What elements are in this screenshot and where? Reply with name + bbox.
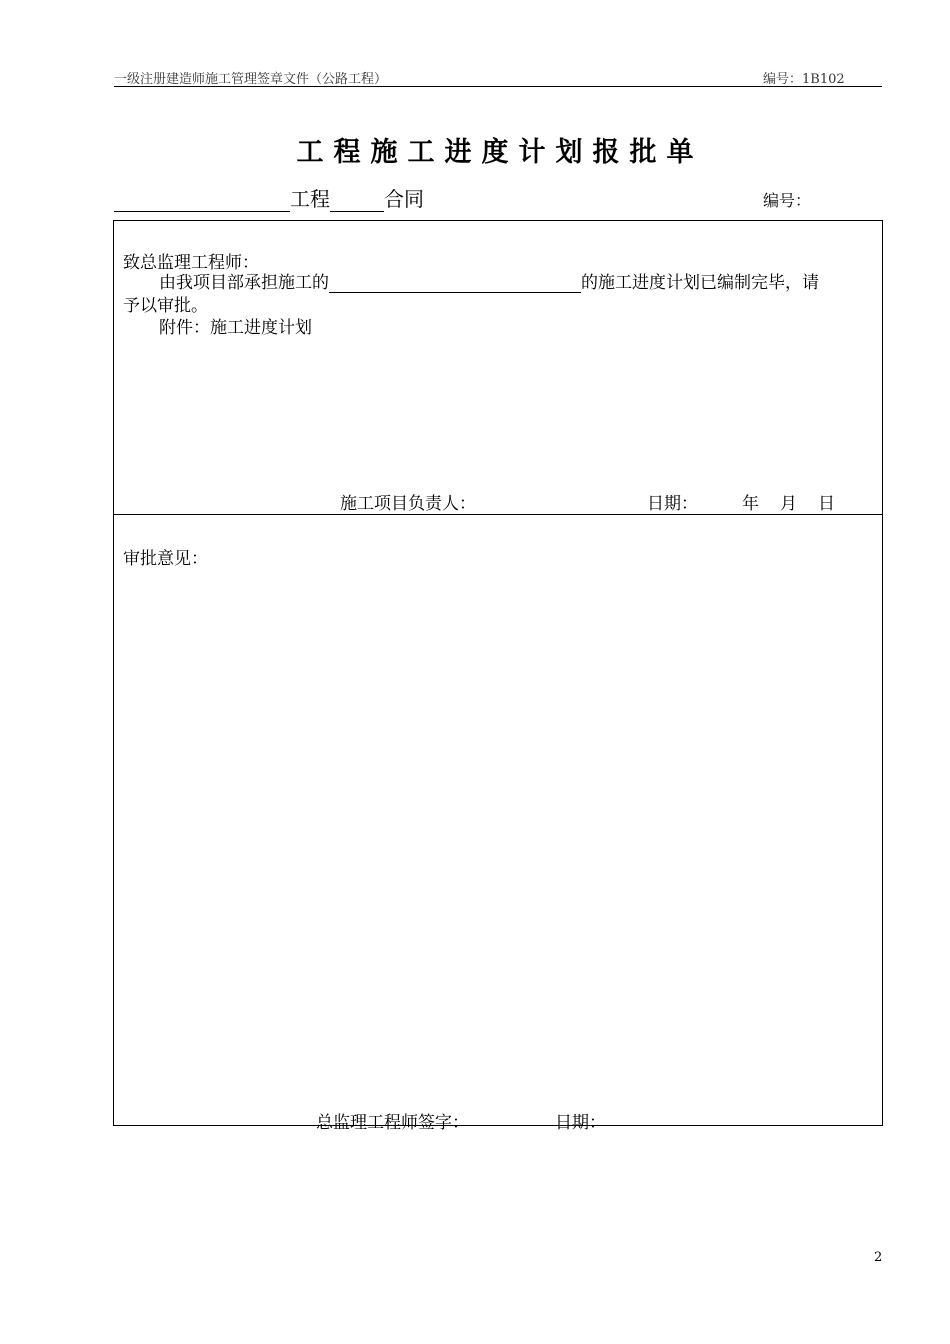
project-name-blank[interactable] <box>114 189 290 212</box>
document-header-title: 一级注册建造师施工管理签章文件（公路工程） <box>114 72 388 87</box>
approval-form-table <box>113 220 883 1133</box>
contractor-signer-label: 施工项目负责人： <box>340 494 476 514</box>
request-body-prefix: 由我项目部承担施工的 <box>159 273 329 293</box>
chief-engineer-date-label: 日期： <box>555 1113 606 1133</box>
contract-name-blank[interactable] <box>330 189 384 212</box>
project-scope-blank[interactable] <box>329 274 581 293</box>
project-suffix-label: 工程 <box>290 187 330 211</box>
header-divider <box>114 86 882 87</box>
project-contract-line <box>114 183 424 211</box>
contractor-date-label: 日期： <box>647 494 698 514</box>
approval-opinion-label: 审批意见： <box>123 549 208 569</box>
addressee-line: 致总监理工程师： <box>123 253 259 273</box>
section-divider <box>114 514 882 515</box>
page-number: 2 <box>874 1250 883 1265</box>
contractor-date-units: 年 月 日 <box>742 494 837 514</box>
chief-engineer-signer-label: 总监理工程师签字： <box>316 1113 469 1133</box>
request-body-line <box>159 268 819 293</box>
document-header-number: 编号：1B102 <box>763 72 845 87</box>
page-title: 工程施工进度计划报批单 <box>296 137 704 168</box>
request-body-suffix: 的施工进度计划已编制完毕，请 <box>581 273 819 293</box>
request-body-line-2: 予以审批。 <box>123 296 208 316</box>
form-number-label: 编号： <box>763 191 812 210</box>
contract-suffix-label: 合同 <box>384 187 424 211</box>
attachment-line: 附件：施工进度计划 <box>159 318 312 338</box>
